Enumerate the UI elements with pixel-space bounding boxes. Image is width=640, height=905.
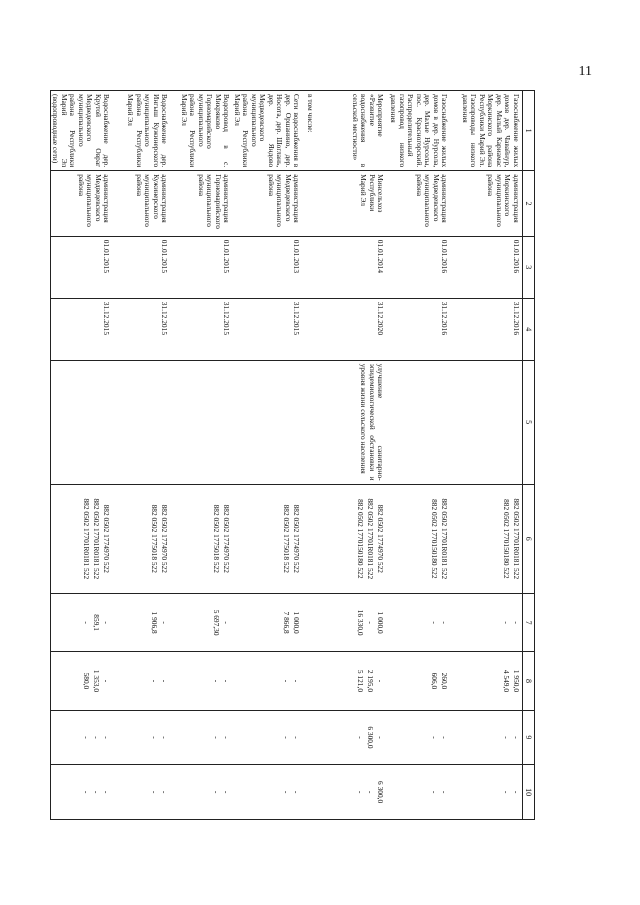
budget-code-cell-value: 882 0502 1774970 522 xyxy=(376,504,386,573)
amount-col8-cell xyxy=(303,652,317,710)
amount-col9-cell xyxy=(451,710,523,765)
amount-col8-cell xyxy=(387,652,451,710)
budget-code-cell xyxy=(303,484,317,593)
start-date-cell xyxy=(387,236,451,298)
budget-code-cell-value: 882 0502 1775018 522 xyxy=(150,504,160,573)
amount-col7-cell-value: 1 000,0 xyxy=(292,611,302,634)
result-cell xyxy=(451,360,523,484)
amount-col8-cell-value: 1 950,0 xyxy=(512,669,521,693)
amount-col9-cell-value: - xyxy=(82,736,92,739)
amount-col10-cell-value: - xyxy=(430,790,440,794)
amount-col9-cell-value: - xyxy=(222,736,232,739)
start-date-cell-text: 01.01.2015 xyxy=(160,239,170,274)
end-date-cell xyxy=(317,298,387,360)
table-body xyxy=(50,91,522,820)
amount-col10-cell-value: - xyxy=(150,790,160,794)
result-cell-text: улучшение санитарно-эпидемиологической обстановки и уровня жизни сельского населения xyxy=(359,363,386,481)
column-header-3: 3 xyxy=(523,236,535,298)
amount-col10-cell-value: - xyxy=(502,790,511,794)
start-date-cell xyxy=(112,236,170,298)
amount-col8-cell-value: 2 195,0 xyxy=(366,669,376,693)
result-cell xyxy=(170,360,232,484)
executor-cell-text: администрация Горномарийского муниципального района xyxy=(196,174,232,229)
amount-col9-cell-value: - xyxy=(292,736,302,739)
amount-col8-cell xyxy=(317,652,387,710)
amount-col10-cell-value: - xyxy=(212,790,222,794)
end-date-cell-text: 31.12.2015 xyxy=(160,301,170,336)
object-name-cell-text: в том числе: xyxy=(306,94,316,133)
column-header-7: 7 xyxy=(523,593,535,651)
amount-col10-cell xyxy=(50,765,112,820)
budget-code-cell xyxy=(232,484,302,593)
amount-col8-cell-value: - xyxy=(150,679,160,683)
amount-col8-cell-value: - xyxy=(102,679,112,683)
result-cell xyxy=(303,360,317,484)
result-cell xyxy=(317,360,387,484)
executor-cell xyxy=(387,171,451,237)
amount-col7-cell xyxy=(387,593,451,651)
column-header-9: 9 xyxy=(523,710,535,765)
object-name-cell xyxy=(170,91,232,171)
object-name-cell-text: Газоснабжение жилых домов дер. Чавайнур, дер. Малый Кариамас Моркинского района Республики Марий Эл. Газопроводы низкого давления xyxy=(460,94,521,168)
executor-cell-text: администрация Медведевского муниципального района xyxy=(414,174,450,227)
end-date-cell xyxy=(451,298,523,360)
budget-code-cell-value: 882 0502 1774970 522 xyxy=(222,504,232,573)
executor-cell xyxy=(451,171,523,237)
executor-cell-text: администрация Кужинерского муниципального района xyxy=(134,174,170,227)
object-name-cell xyxy=(50,91,112,171)
budget-code-cell-value: 882 0502 17701R0181 522 xyxy=(366,498,376,580)
amount-col8-cell-value: - xyxy=(222,679,232,683)
object-name-cell xyxy=(303,91,317,171)
amount-col7-cell-value: - xyxy=(102,621,112,624)
amount-col7-cell-value: - xyxy=(222,621,232,624)
amount-col7-cell xyxy=(232,593,302,651)
amount-col9-cell-value: - xyxy=(92,736,102,739)
amount-col8-cell-value: 580,0 xyxy=(82,672,92,690)
budget-code-cell-value: 882 0502 1775018 522 xyxy=(212,504,222,573)
amount-col7-cell xyxy=(451,593,523,651)
executor-cell-text: администрация Моркинского муниципального района xyxy=(486,174,521,227)
amount-col9-cell xyxy=(50,710,112,765)
amount-col10-cell-value: - xyxy=(356,790,366,794)
table-row xyxy=(451,91,523,820)
budget-code-cell-value: 882 0502 1774970 522 xyxy=(292,504,302,573)
result-cell xyxy=(50,360,112,484)
amount-col9-cell xyxy=(170,710,232,765)
end-date-cell-text: 31.12.2020 xyxy=(376,301,386,336)
amount-col7-cell-value: - xyxy=(502,621,511,624)
amount-col10-cell-value: - xyxy=(282,790,292,794)
amount-col9-cell-value: - xyxy=(102,736,112,739)
table-row xyxy=(303,91,317,820)
amount-col9-cell-value: - xyxy=(376,736,386,739)
amount-col10-cell xyxy=(303,765,317,820)
amount-col7-cell xyxy=(50,593,112,651)
budget-code-cell xyxy=(170,484,232,593)
amount-col10-cell xyxy=(317,765,387,820)
amount-col9-cell-value: - xyxy=(512,736,521,739)
amount-col10-cell xyxy=(112,765,170,820)
amount-col7-cell-value: 16 330,0 xyxy=(356,609,366,636)
amount-col8-cell-value: - xyxy=(160,679,170,683)
budget-code-cell-value: 882 0502 17701R0181 522 xyxy=(512,498,521,580)
amount-col7-cell xyxy=(170,593,232,651)
amount-col8-cell-value: - xyxy=(282,679,292,683)
start-date-cell-text: 01.01.2015 xyxy=(222,239,232,274)
budget-code-cell-value: 882 0502 1770150180 522 xyxy=(356,499,366,579)
amount-col8-cell-value: 1 353,0 xyxy=(92,669,102,693)
end-date-cell xyxy=(303,298,317,360)
amount-col10-cell-value: - xyxy=(440,790,450,794)
result-cell xyxy=(112,360,170,484)
amount-col10-cell-value: - xyxy=(102,790,112,794)
executor-cell-text: администрация Медведевского муниципального района xyxy=(76,174,112,227)
table-row xyxy=(170,91,232,820)
amount-col8-cell-value: - xyxy=(212,679,222,683)
budget-code-cell xyxy=(387,484,451,593)
executor-cell-text: администрация Медведевского муниципального района xyxy=(266,174,302,227)
object-name-cell xyxy=(387,91,451,171)
object-name-cell-text: Водоснабжение дер. Ингыш Кужинерского муниципального района Республики Марий Эл xyxy=(126,94,170,168)
amount-col9-cell xyxy=(303,710,317,765)
page-number: 11 xyxy=(578,64,592,79)
amount-col10-cell xyxy=(387,765,451,820)
object-name-cell xyxy=(232,91,302,171)
amount-col9-cell-value: - xyxy=(440,736,450,739)
executor-cell-text: Минсельхоз Республики Марий Эл xyxy=(359,174,386,213)
object-name-cell xyxy=(112,91,170,171)
budget-code-cell-value: 882 0502 17701R0181 522 xyxy=(440,498,450,580)
table-header-row xyxy=(523,91,535,820)
amount-col7-cell-value: - xyxy=(430,621,440,624)
amount-col10-cell-value: - xyxy=(512,790,521,794)
end-date-cell-text: 31.12.2015 xyxy=(102,301,112,336)
object-name-cell xyxy=(317,91,387,171)
amount-col7-cell-value: 7 866,8 xyxy=(282,611,292,634)
start-date-cell-text: 01.01.2016 xyxy=(440,239,450,274)
column-header-8: 8 xyxy=(523,652,535,710)
budget-code-cell xyxy=(112,484,170,593)
amount-col7-cell-value: - xyxy=(440,621,450,624)
amount-col10-cell-value: - xyxy=(82,790,92,794)
budget-code-cell-value: 882 0502 1770150180 522 xyxy=(502,499,511,579)
executor-cell xyxy=(170,171,232,237)
table-row xyxy=(50,91,112,820)
end-date-cell xyxy=(170,298,232,360)
amount-col8-cell-value: 606,0 xyxy=(430,672,440,690)
amount-col9-cell-value: - xyxy=(502,736,511,739)
amount-col8-cell xyxy=(232,652,302,710)
amount-col7-cell-value: - xyxy=(512,621,521,624)
amount-col8-cell-value: 4 549,0 xyxy=(502,669,511,693)
amount-col7-cell-value: - xyxy=(366,621,376,624)
result-cell xyxy=(232,360,302,484)
end-date-cell xyxy=(112,298,170,360)
column-header-4: 4 xyxy=(523,298,535,360)
start-date-cell xyxy=(303,236,317,298)
amount-col10-cell-value: 6 300,0 xyxy=(376,781,386,804)
start-date-cell-text: 01.01.2014 xyxy=(376,239,386,274)
program-table xyxy=(50,90,535,820)
amount-col7-cell-value: - xyxy=(82,621,92,624)
amount-col10-cell-value: - xyxy=(366,790,376,794)
amount-col8-cell-value: - xyxy=(376,679,386,683)
amount-col8-cell-value: 260,0 xyxy=(440,672,450,690)
start-date-cell xyxy=(232,236,302,298)
amount-col7-cell xyxy=(317,593,387,651)
object-name-cell-text: Сети водоснабжения в дер. Оршанино, дер. Носота, дер. Шоглань, дер. Яндово Медведевского муниципального района Республики Марий Эл xyxy=(232,94,302,168)
end-date-cell-text: 31.12.2015 xyxy=(222,301,232,336)
amount-col9-cell xyxy=(387,710,451,765)
amount-col9-cell-value: - xyxy=(160,736,170,739)
budget-code-cell-value: 882 0502 17701R0181 522 xyxy=(82,498,92,580)
start-date-cell xyxy=(170,236,232,298)
column-header-2: 2 xyxy=(523,171,535,237)
amount-col8-cell-value: - xyxy=(292,679,302,683)
end-date-cell-text: 31.12.2015 xyxy=(292,301,302,336)
end-date-cell xyxy=(387,298,451,360)
amount-col9-cell-value: - xyxy=(356,736,366,739)
amount-col10-cell xyxy=(451,765,523,820)
amount-col10-cell xyxy=(232,765,302,820)
executor-cell xyxy=(50,171,112,237)
budget-code-cell-value: 882 0502 17701R0181 522 xyxy=(92,498,102,580)
start-date-cell-text: 01.01.2015 xyxy=(102,239,112,274)
object-name-cell-text: Газоснабжение жилых домов в дер. Нурсола, дер. Малые Нурсолы, пос. Красногорский. Распределительный газопровод низкого давления xyxy=(389,94,450,168)
end-date-cell-text: 31.12.2016 xyxy=(440,301,450,336)
amount-col10-cell-value: - xyxy=(222,790,232,794)
rotated-table-frame xyxy=(51,90,535,820)
amount-col9-cell-value: - xyxy=(150,736,160,739)
start-date-cell xyxy=(50,236,112,298)
amount-col9-cell-value: 6 300,0 xyxy=(366,726,376,749)
object-name-cell-text: Водопровод в с. Микряково Горномарийского муниципального района Республики Марий Эл xyxy=(179,94,232,168)
budget-code-cell-value: 882 0502 1774970 522 xyxy=(102,504,112,573)
object-name-cell-text: Водоснабжение дер. Крутой Овраг Медведевского муниципального района Республики Марий Эл (водопроводные сети) xyxy=(51,94,112,168)
start-date-cell-text: 01.01.2016 xyxy=(512,239,521,274)
amount-col7-cell-value: 5 697,30 xyxy=(212,609,222,636)
end-date-cell xyxy=(50,298,112,360)
table-row xyxy=(112,91,170,820)
amount-col7-cell-value: - xyxy=(160,621,170,624)
budget-code-cell xyxy=(50,484,112,593)
amount-col9-cell xyxy=(317,710,387,765)
column-header-10: 10 xyxy=(523,765,535,820)
budget-code-cell-value: 882 0502 1775018 522 xyxy=(282,504,292,573)
amount-col7-cell xyxy=(112,593,170,651)
amount-col7-cell-value: 1 000,0 xyxy=(376,611,386,634)
column-header-1: 1 xyxy=(523,91,535,171)
amount-col9-cell-value: - xyxy=(430,736,440,739)
column-header-6: 6 xyxy=(523,484,535,593)
amount-col9-cell-value: - xyxy=(212,736,222,739)
executor-cell xyxy=(303,171,317,237)
executor-cell xyxy=(112,171,170,237)
result-cell xyxy=(387,360,451,484)
budget-code-cell-value: 882 0502 1770150180 522 xyxy=(430,499,440,579)
column-header-5: 5 xyxy=(523,360,535,484)
executor-cell xyxy=(317,171,387,237)
budget-code-cell xyxy=(317,484,387,593)
amount-col9-cell xyxy=(112,710,170,765)
budget-code-cell xyxy=(451,484,523,593)
amount-col8-cell xyxy=(50,652,112,710)
amount-col7-cell xyxy=(303,593,317,651)
amount-col8-cell xyxy=(112,652,170,710)
start-date-cell-text: 01.01.2013 xyxy=(292,239,302,274)
amount-col7-cell-value: 1 906,8 xyxy=(150,611,160,634)
amount-col8-cell-value: 5 121,0 xyxy=(356,669,366,693)
amount-col8-cell xyxy=(170,652,232,710)
amount-col10-cell-value: - xyxy=(292,790,302,794)
amount-col8-cell xyxy=(451,652,523,710)
start-date-cell xyxy=(451,236,523,298)
executor-cell xyxy=(232,171,302,237)
table-row xyxy=(317,91,387,820)
table-row xyxy=(232,91,302,820)
amount-col9-cell xyxy=(232,710,302,765)
amount-col7-cell-value: 859,1 xyxy=(92,614,102,631)
budget-code-cell-value: 882 0502 1774970 522 xyxy=(160,504,170,573)
table-row xyxy=(387,91,451,820)
amount-col10-cell xyxy=(170,765,232,820)
end-date-cell-text: 31.12.2016 xyxy=(512,301,521,336)
amount-col10-cell-value: - xyxy=(160,790,170,794)
end-date-cell xyxy=(232,298,302,360)
object-name-cell-text: Мероприятие «Развитие водоснабжения в сельской местности» xyxy=(350,94,386,168)
amount-col9-cell-value: - xyxy=(282,736,292,739)
amount-col10-cell-value: - xyxy=(92,790,102,794)
object-name-cell xyxy=(451,91,523,171)
start-date-cell xyxy=(317,236,387,298)
